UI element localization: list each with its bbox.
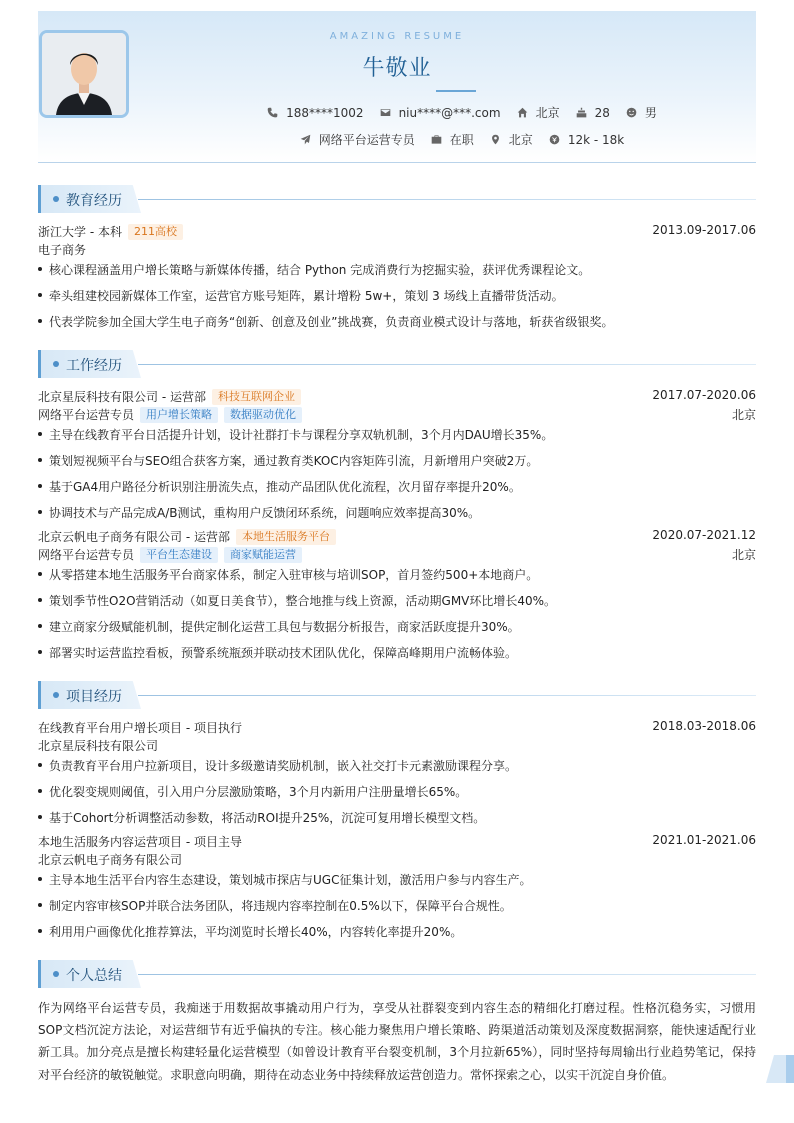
name-underline <box>436 90 476 92</box>
project-date: 2021.01-2021.06 <box>652 833 756 847</box>
candidate-name: 牛敬业 <box>362 56 432 81</box>
location-item <box>517 104 560 121</box>
job-role: 网络平台运营专员 <box>38 548 135 562</box>
status-value: 在职 <box>449 133 474 147</box>
phone-icon <box>267 107 278 118</box>
smile-icon <box>626 107 637 118</box>
work-city: 北京 <box>731 408 756 422</box>
salary-item <box>549 133 624 147</box>
email-item <box>380 106 501 120</box>
resume-page: AMAZING RESUME 牛敬业 188****1002 niu****@***.com 北京 28 男 网络平台运营专员 在职 北京 12k - 18k 教育经历 浙江大学 - 本科 211高校 2013.09-2017.06 电子商务 核心课程涵盖用户增长策略与新媒体传播，结合 Python 完成消费行为挖掘实验，获评优秀课程论文。 牵头组建校园新媒体工作室，运营官方账号矩阵，累计增粉 5w+，策划 3 场线上直播带货活动。 代表学院参加全国大学生电子商务“创新、创意及创业”挑战赛，负责商业模式设计与落地，斩获省级银奖。 工作经历 北京星辰科技有限公司 - 运营部 科技互联网企业 2017.07-2020.06 网络平台运营专员 用户增长策略 数据驱动优化 北京 主导在线教育平台日活提升计划，设计社群打卡与课程分享双轨机制，3个月内DAU增长35%。 策划短视频平台与SEO组合获客方案，通过教育类KOC内容矩阵引流，月新增用户突破2万。 基于GA4用户路径分析识别注册流失点，推动产品团队优化流程，次月留存率提升20%。 协调技术与产品完成A/B测试，重构用户反馈闭环系统，问题响应效率提高30%。 北京云帆电子商务有限公司 - 运营部 本地生活服务平台 2020.07-2021.12 网络平台运营专员 平台生态建设 商家赋能运营 北京 从零搭建本地生活服务平台商家体系，制定入驻审核与培训SOP，首月签约500+本地商户。 策划季节性O2O营销活动（如夏日美食节），整合地推与线上资源，活动期GMV环比增长40%。 建立商家分级赋能机制，提供定制化运营工具包与数据分析报告，商家活跃度提升30%。 部署实时运营监控看板，预警系统瓶颈并联动技术团队优化，保障高峰期用户流畅体验。 项目经历 在线教育平台用户增长项目 - 项目执行 2018.03-2018.06 北京星辰科技有限公司 负责教育平台用户拉新项目，设计多级邀请奖励机制，嵌入社交打卡元素激励课程分享。 优化裂变规则阈值，引入用户分层激励策略，3个月内新用户注册量增长65%。 基于Cohort分析调整活动参数，将活动ROI提升25%，沉淀可复用增长模型文档。 本地生活服务内容运营项目 - 项目主导 2021.01-2021.06 北京云帆电子商务有限公司 主导本地生活平台内容生态建设，策划城市探店与UGC征集计划，激活用户参与内容生产。 制定内容审核SOP并联合法务团队，将违规内容率控制在0.5%以下，保障平台合规性。 利用用户画像优化推荐算法，平均浏览时长增长40%，内容转化率提升20%。 个人总结 作为网络平台运营专员，我痴迷于用数据故事撬动用户行为，享受从社群裂变到内容生态的精细化打磨过程。性格沉稳务实，习惯用SOP文档沉淀方法论，对运营细节有近乎偏执的专注。核心能力聚焦用户增长策略、跨渠道活动策划及深度数据洞察，能快速适配行业新工具。加分亮点是擅长构建轻量化运营模型（如曾设计教育平台裂变机制，3个月拉新65%），同时坚持每周输出行业趋势笔记，保持对平台经济的敏锐触觉。求职意向明确，期待在动态业务中持续释放运营创造力。常怀探索之心，以实干沉淀自身价值。 <box>0 0 794 1123</box>
work-role-row <box>38 406 756 424</box>
age-value: 28 <box>594 105 610 120</box>
mail-icon <box>380 107 391 118</box>
email-value: niu****@***.com <box>398 105 501 120</box>
job-intent-row <box>168 131 756 148</box>
position-item <box>300 131 415 148</box>
salary-value: 12k - 18k <box>567 132 625 147</box>
company-tag: 科技互联网企业 <box>212 389 301 405</box>
phone-item <box>267 106 363 120</box>
school-tag: 211高校 <box>128 224 183 240</box>
work-header <box>38 388 756 406</box>
project-header <box>38 719 756 737</box>
section-title-summary <box>38 960 756 988</box>
work-role-row <box>38 546 756 564</box>
age-item <box>576 106 610 120</box>
skill-tag: 商家赋能运营 <box>224 547 302 563</box>
project-title: 本地生活服务内容运营项目 - 项目主导 <box>38 835 242 849</box>
gender-value: 男 <box>644 106 657 120</box>
contact-row <box>168 104 756 121</box>
phone-value: 188****1002 <box>286 105 364 120</box>
send-icon <box>300 134 311 145</box>
project-header <box>38 833 756 851</box>
briefcase-icon <box>431 134 442 145</box>
work-date: 2020.07-2021.12 <box>652 528 756 542</box>
resume-header <box>38 11 756 163</box>
work-date: 2017.07-2020.06 <box>652 388 756 402</box>
project-date: 2018.03-2018.06 <box>652 719 756 733</box>
summary-text: 作为网络平台运营专员，我痴迷于用数据故事撬动用户行为，享受从社群裂变到内容生态的精细化打磨过程。性格沉稳务实，习惯用SOP文档沉淀方法论，对运营细节有近乎偏执的专注。核心能力聚焦用户增长策略、跨渠道活动策划及深度数据洞察，能快速适配行业新工具。加分亮点是擅长构建轻量化运营模型（如曾设计教育平台裂变机制，3个月拉新65%），同时坚持每周输出行业趋势笔记，保持对平台经济的敏锐触觉。求职意向明确，期待在动态业务中持续释放运营创造力。常怀探索之心，以实干沉淀自身价值。 <box>38 1001 756 1082</box>
company-name: 北京云帆电子商务有限公司 - 运营部 <box>38 530 230 544</box>
section-label: 教育经历 <box>66 193 122 209</box>
gender-item <box>626 104 657 121</box>
school-name: 浙江大学 - 本科 <box>38 225 122 239</box>
home-icon <box>517 107 528 118</box>
job-role: 网络平台运营专员 <box>38 408 135 422</box>
section-label: 个人总结 <box>66 968 122 984</box>
section-label: 工作经历 <box>66 358 122 374</box>
corner-decoration <box>766 1055 794 1083</box>
skill-tag: 数据驱动优化 <box>224 407 302 423</box>
position-value: 网络平台运营专员 <box>318 133 415 147</box>
status-item <box>431 131 474 148</box>
project-company-row <box>38 737 756 755</box>
project-title: 在线教育平台用户增长项目 - 项目执行 <box>38 721 242 735</box>
work-city: 北京 <box>731 548 756 562</box>
section-title-work <box>38 350 756 378</box>
header-eyebrow: AMAZING RESUME <box>329 31 465 42</box>
project-company-row <box>38 851 756 869</box>
project-company: 北京云帆电子商务有限公司 <box>38 853 183 867</box>
project-company: 北京星辰科技有限公司 <box>38 739 159 753</box>
skill-tag: 平台生态建设 <box>140 547 218 563</box>
company-name: 北京星辰科技有限公司 - 运营部 <box>38 390 206 404</box>
pin-icon <box>490 134 501 145</box>
education-date: 2013.09-2017.06 <box>652 223 756 237</box>
target-city-item <box>490 131 533 148</box>
work-header <box>38 528 756 546</box>
section-title-education <box>38 185 756 213</box>
money-icon <box>549 134 560 145</box>
section-title-projects <box>38 681 756 709</box>
section-label: 项目经历 <box>66 689 122 705</box>
cake-icon <box>576 107 587 118</box>
target-city-value: 北京 <box>508 133 533 147</box>
education-header <box>38 223 756 241</box>
skill-tag: 用户增长策略 <box>140 407 218 423</box>
education-major-row <box>38 241 756 259</box>
major: 电子商务 <box>38 243 87 257</box>
company-tag: 本地生活服务平台 <box>236 529 336 545</box>
location-value: 北京 <box>535 106 560 120</box>
